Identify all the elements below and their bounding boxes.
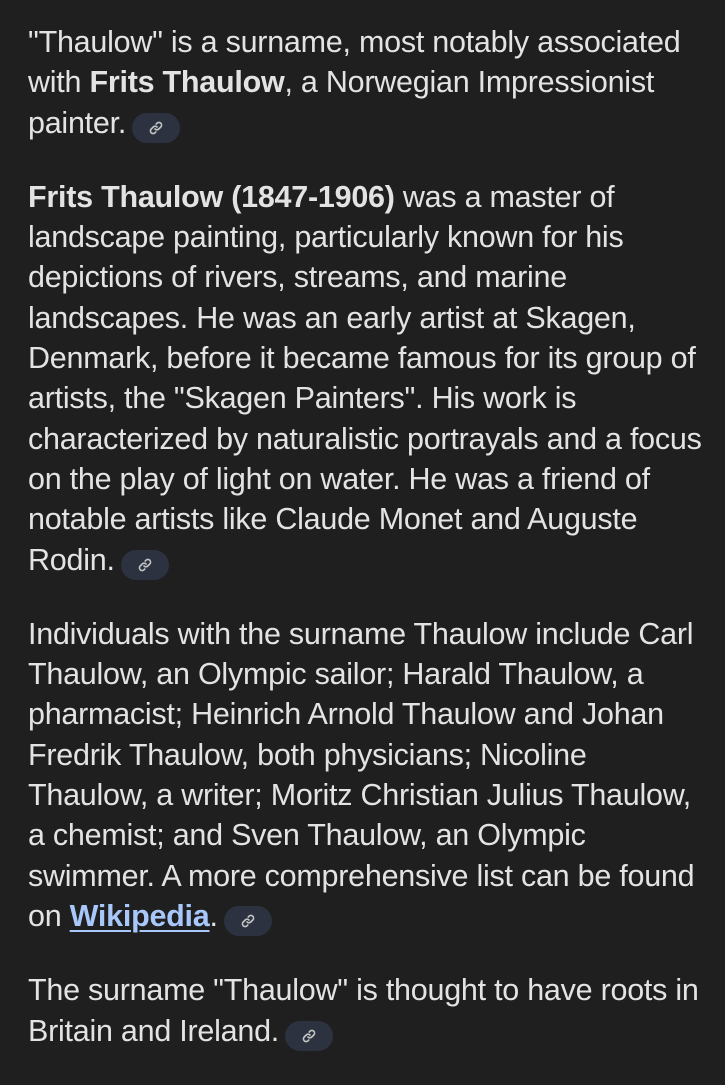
source-link-chip[interactable]	[121, 550, 169, 580]
source-link-chip[interactable]	[132, 113, 180, 143]
bold-text: Frits Thaulow	[89, 65, 285, 100]
wikipedia-link[interactable]: Wikipedia	[69, 898, 210, 933]
link-icon	[137, 557, 153, 573]
paragraph-individuals	[28, 614, 708, 936]
link-icon	[148, 120, 164, 136]
paragraph-text: "Thaulow" is a surname, most notably associated with	[28, 25, 681, 100]
paragraph-biography	[28, 177, 708, 580]
paragraph-text: , a Norwegian Impressionist painter.	[28, 65, 655, 140]
response-content	[28, 22, 708, 1085]
paragraph-text: Individuals with the surname Thaulow include Carl Thaulow, an Olympic sailor; Harald Thaulow, a pharmacist; Heinrich Arnold Thaulow and Johan Fredrik Thaulow, both physicians; Nicoline Thaulow, a writer; Moritz Christian Julius Thaulow, a chemist; and Sven Thaulow, an Olympic swimmer. A more comprehensive list can be found on	[28, 616, 695, 933]
paragraph-text: was a master of landscape painting, particularly known for his depictions of rivers, streams, and marine landscapes. He was an early artist at Skagen, Denmark, before it became famous for its group of artists, the "Skagen Painters". His work is characterized by naturalistic portrayals and a focus on the play of light on water. He was a friend of notable artists like Claude Monet and Auguste Rodin.	[28, 179, 702, 577]
paragraph-text: The surname "Thaulow" is thought to have roots in Britain and Ireland.	[28, 973, 699, 1048]
source-link-chip[interactable]	[285, 1021, 333, 1051]
paragraph-origin	[28, 970, 708, 1051]
source-link-chip[interactable]	[224, 906, 272, 936]
bold-text: Frits Thaulow (1847-1906)	[28, 179, 395, 214]
link-icon	[301, 1028, 317, 1044]
paragraph-text: .	[209, 898, 218, 933]
link-icon	[240, 913, 256, 929]
paragraph-intro	[28, 22, 708, 143]
